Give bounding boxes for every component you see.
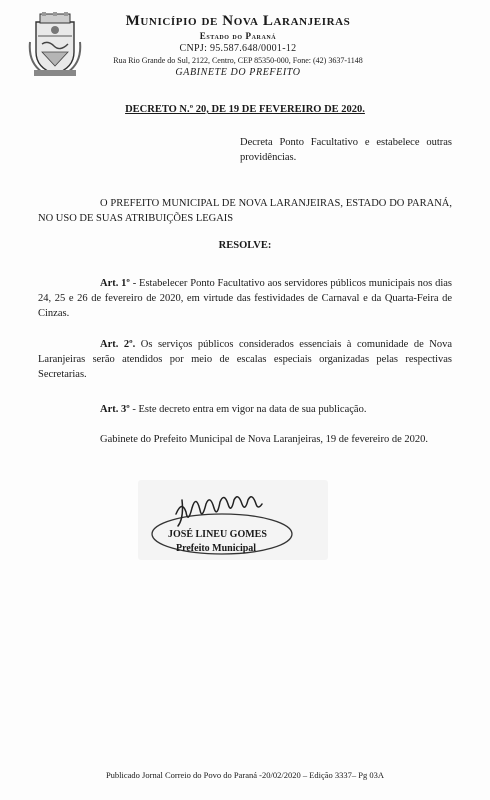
signatory-role: Prefeito Municipal bbox=[176, 543, 257, 554]
cnpj-number: CNPJ: 95.587.648/0001-12 bbox=[179, 43, 297, 54]
resolve-heading: RESOLVE: bbox=[218, 240, 272, 251]
closing-statement: Gabinete do Prefeito Municipal de Nova Laranjeiras, 19 de fevereiro de 2020. bbox=[100, 434, 429, 445]
article-label: Art. 1º bbox=[100, 278, 130, 289]
letterhead bbox=[88, 12, 388, 79]
article-text: - Estabelecer Ponto Facultativo aos servidores públicos municipais nos dias 24, 25 e 26 de fevereiro de 2020, em virtude das festividades de Carnaval e da Quarta-Feira de Cinzas. bbox=[38, 278, 452, 319]
article-text: - Este decreto entra em vigor na data de sua publicação. bbox=[129, 404, 367, 415]
address-line: Rua Rio Grande do Sul, 2122, Centro, CEP 85350-000, Fone: (42) 3637-1148 bbox=[113, 56, 363, 65]
municipal-crest-icon bbox=[28, 12, 82, 78]
state-name: Estado do Paraná bbox=[199, 31, 277, 41]
article-2 bbox=[38, 337, 452, 382]
article-label: Art. 3º bbox=[100, 404, 130, 415]
decree-preamble: O PREFEITO MUNICIPAL DE NOVA LARANJEIRAS, ESTADO DO PARANÁ, NO USO DE SUAS ATRIBUIÇÕES LEGAIS bbox=[38, 198, 452, 224]
article-1 bbox=[38, 276, 452, 321]
office-name: GABINETE DO PREFEITO bbox=[175, 67, 301, 78]
municipality-name: Município de Nova Laranjeiras bbox=[125, 13, 351, 29]
article-3 bbox=[38, 402, 452, 417]
signatory-name: JOSÉ LINEU GOMES bbox=[168, 529, 267, 540]
decree-ementa: Decreta Ponto Facultativo e estabelece outras providências. bbox=[240, 137, 452, 163]
article-label: Art. 2º. bbox=[100, 339, 136, 350]
publication-footer: Publicado Jornal Correio do Povo do Paraná -20/02/2020 – Edição 3337– Pg 03A bbox=[105, 770, 385, 780]
article-text: Os serviços públicos considerados essenciais à comunidade de Nova Laranjeiras serão atendidos por meio de escalas especiais organizadas pelas respectivas Secretarias. bbox=[38, 339, 452, 380]
decree-title: DECRETO N.º 20, DE 19 DE FEVEREIRO DE 2020. bbox=[125, 104, 365, 115]
